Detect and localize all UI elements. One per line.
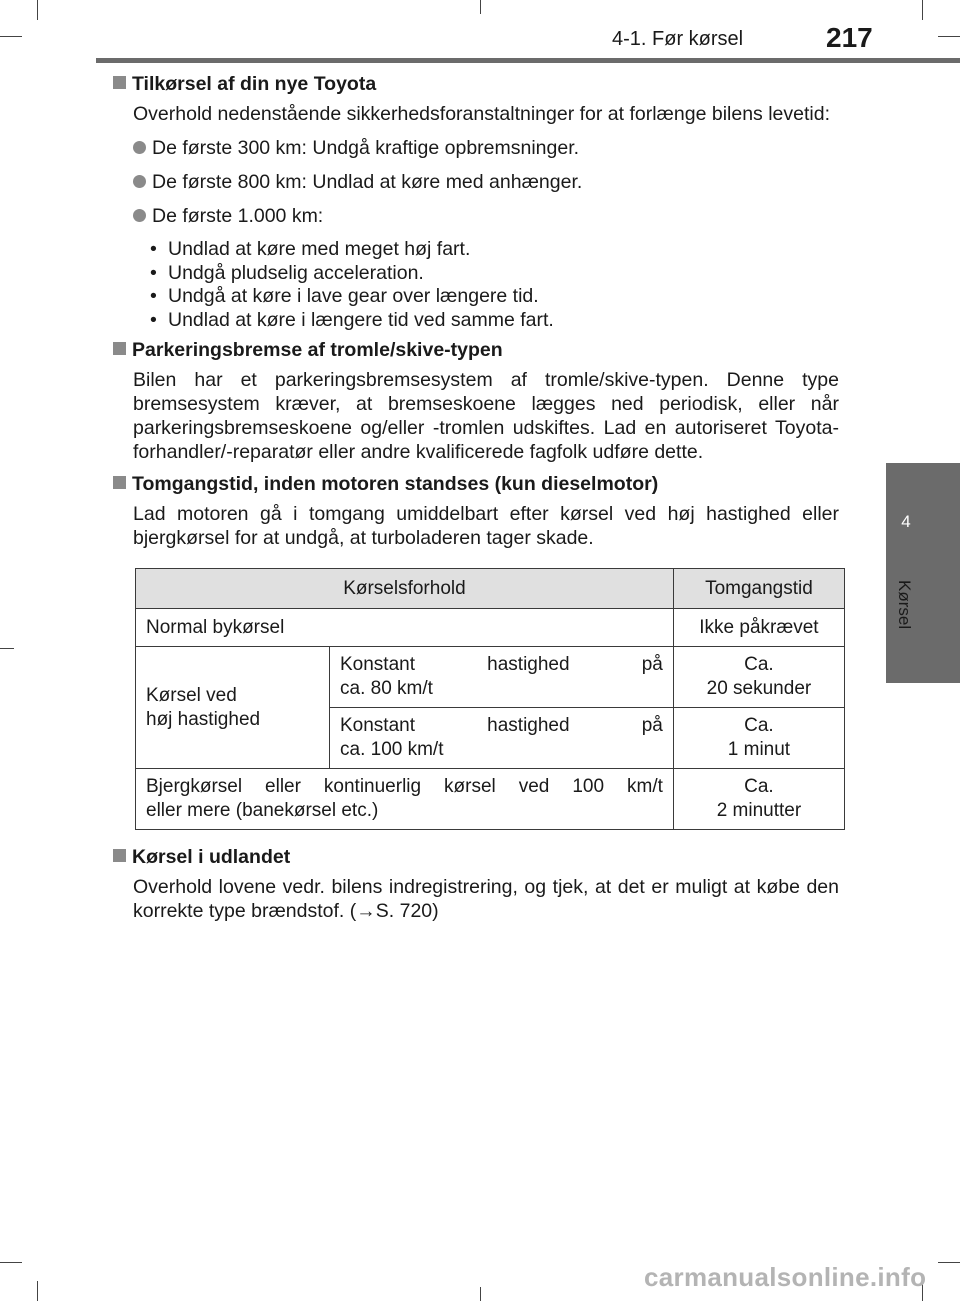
list-item — [133, 136, 839, 160]
crop-mark — [0, 1262, 22, 1263]
cell-line: Konstant hastighed på — [340, 715, 663, 736]
circle-bullet-icon — [133, 175, 146, 188]
chapter-label: Kørsel — [895, 580, 914, 630]
cell-line: Kørsel ved — [146, 684, 237, 706]
square-bullet-icon — [113, 342, 126, 355]
table-cell: Normal bykørsel — [136, 609, 674, 647]
content-area — [113, 72, 839, 550]
table-cell — [673, 708, 844, 769]
page-number: 217 — [826, 22, 873, 53]
sub-list-item: • Undgå pludselig acceleration. — [150, 261, 424, 284]
sub-list-item: • Undlad at køre i længere tid ved samme fart. — [150, 308, 554, 331]
heading-text: Kørsel i udlandet — [132, 846, 291, 868]
table-cell — [330, 647, 674, 708]
table-cell — [673, 769, 844, 830]
section-heading — [113, 845, 839, 869]
column-header: Tomgangstid — [673, 569, 844, 609]
crop-mark — [37, 0, 38, 20]
heading-text: Tomgangstid, inden motoren standses (kun dieselmotor) — [132, 473, 659, 495]
table-cell — [673, 647, 844, 708]
sub-list-item: • Undgå at køre i lave gear over længere tid. — [150, 285, 539, 307]
chapter-number: 4 — [901, 512, 911, 531]
table-row — [136, 647, 845, 708]
cell-line: 2 minutter — [716, 800, 802, 821]
column-header: Kørselsforhold — [136, 569, 674, 609]
cell-line: Ca. — [744, 715, 774, 736]
heading-text: Parkeringsbremse af tromle/skive-typen — [132, 339, 503, 361]
heading-text: Tilkørsel af din nye Toyota — [132, 73, 377, 95]
sub-list-text: Undlad at køre med meget høj fart. — [168, 238, 471, 260]
table-cell — [136, 769, 674, 830]
list-item-text: De første 1.000 km: — [152, 205, 324, 227]
sub-list-item: • Undlad at køre med meget høj fart. — [150, 238, 471, 260]
square-bullet-icon — [113, 476, 126, 489]
paragraph: Overhold lovene vedr. bilens indregistrering, og tjek, at det er muligt at købe den korrekte type brændstof. (→S. 720) — [133, 876, 839, 922]
square-bullet-icon — [113, 76, 126, 89]
crop-mark — [480, 0, 481, 14]
content-area — [113, 845, 839, 923]
sub-list — [150, 238, 839, 332]
list-item — [133, 204, 839, 228]
watermark: carmanualsonline.info — [644, 1262, 927, 1292]
table-cell: Ikke påkrævet — [673, 609, 844, 647]
table-header-row — [136, 569, 845, 609]
sub-list-text: Undgå pludselig acceleration. — [168, 261, 424, 284]
cell-line: høj hastighed — [146, 708, 261, 730]
square-bullet-icon — [113, 849, 126, 862]
crop-mark — [938, 36, 960, 37]
sub-list-text: Undlad at køre i længere tid ved samme fart. — [168, 308, 554, 331]
crop-mark — [938, 1262, 960, 1263]
table-cell — [136, 647, 330, 769]
idle-time-table — [135, 568, 845, 830]
paragraph: Overhold nedenstående sikkerhedsforanstaltninger for at forlænge bilens levetid: — [133, 103, 831, 125]
cell-line: ca. 100 km/t — [340, 739, 444, 760]
table-row — [136, 609, 845, 647]
crop-mark — [0, 648, 14, 649]
cell-line: Konstant hastighed på — [340, 654, 663, 675]
table-cell — [330, 708, 674, 769]
header-rule — [96, 58, 960, 63]
section-title: 4-1. Før kørsel — [612, 28, 744, 50]
circle-bullet-icon — [133, 209, 146, 222]
chapter-tab — [886, 463, 960, 683]
list-item-text: De første 800 km: Undlad at køre med anhænger. — [152, 171, 583, 193]
cell-line: ca. 80 km/t — [340, 678, 433, 699]
crop-mark — [922, 0, 923, 20]
section-heading — [113, 472, 839, 496]
section-heading — [113, 72, 839, 96]
cell-line: 1 minut — [727, 739, 791, 760]
cell-line: 20 sekunder — [706, 678, 812, 699]
list-item — [133, 170, 839, 194]
table-row — [136, 769, 845, 830]
cell-line: Bjergkørsel eller kontinuerlig kørsel ved 100 km/t — [146, 776, 663, 797]
paragraph: Bilen har et parkeringsbremsesystem af tromle/skive-typen. Denne type bremsesystem kræver, at bremseskoene lægges ned periodisk, eller når parkeringsbremseskoene og/eller -tromlen udskiftes. Lad en autoriseret Toyota-forhandler/-reparatør eller andre kvalificerede fagfolk udføre dette. — [133, 369, 839, 463]
crop-mark — [37, 1281, 38, 1301]
section-heading — [113, 338, 839, 362]
paragraph: Lad motoren gå i tomgang umiddelbart efter kørsel ved høj hastighed eller bjergkørsel for at undgå, at turboladeren tager skade. — [133, 503, 839, 549]
list-item-text: De første 300 km: Undgå kraftige opbremsninger. — [152, 137, 580, 159]
crop-mark — [0, 36, 22, 37]
circle-bullet-icon — [133, 141, 146, 154]
sub-list-text: Undgå at køre i lave gear over længere tid. — [168, 285, 539, 307]
cell-line: Ca. — [744, 776, 774, 797]
crop-mark — [480, 1287, 481, 1301]
cell-line: eller mere (banekørsel etc.) — [146, 800, 379, 821]
cell-line: Ca. — [744, 654, 774, 675]
